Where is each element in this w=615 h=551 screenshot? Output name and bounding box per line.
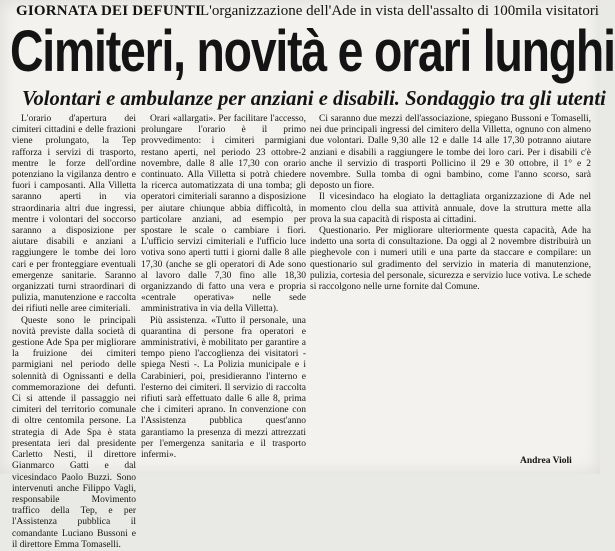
article-paragraph: Più assistenza. «Tutto il personale, una quarantina di persone fra operatori e amministrativi, è mobilitato per garantire a tempo pieno l'accoglienza dei visitatori - spiega Nesti -. La Polizia municipale e i Carabinieri, poi, presidieranno l'interno e l'esterno dei cimiteri. Il servizio di raccolta rifiuti sarà effettuato dalle 6 alle 8, prima che i cimiteri aprano. In convenzione con l'Assistenza pubblica quest'anno garantiamo la presenza di mezzi attrezzati per l'emergenza sanitaria e il trasporto infermi». (141, 315, 306, 461)
subtitle: Volontari e ambulanze per anziani e disabili. Sondaggio tra gli utenti (22, 86, 606, 110)
article-paragraph: Queste sono le principali novità previste dalla società di gestione Ade Spa per migliorare la fruizione dei cimiteri parmigiani nel periodo delle solennità di Ognissanti e della commemorazione dei defunti. Ci si attende il passaggio nei cimiteri del territorio comunale di oltre centomila persone. La strategia di Ade Spa è stata presentata ieri dal presidente Carletto Nesti, il direttore Gianmarco Gatti e dal vicesindaco Paolo Buzzi. Sono intervenuti anche Filippo Vagli, responsabile Movimento traffico della Tep, e per l'Assistenza pubblica il comandante Luciano Bussoni e il direttore Emma Tomaselli. (12, 315, 136, 550)
article-paragraph: Questionario. Per migliorare ulteriormente questa capacità, Ade ha indetto una sorta di consultazione. Da oggi al 2 novembre distribuirà un pieghevole con i numeri utili e una parte da staccare e compilare: un questionario sul gradimento del servizio in materia di manutenzione, pulizia, cortesia del personale, sicurezza e servizio luce votiva. Le schede si raccolgono nelle urne fornite dal Comune. (310, 226, 591, 293)
article-column-1 (12, 114, 136, 551)
byline: Andrea Violi (520, 456, 572, 466)
section-kicker: GIORNATA DEI DEFUNTI (16, 3, 202, 19)
article-column-3 (310, 114, 591, 293)
article-paragraph: Orari «allargati». Per facilitare l'accesso, prolungare l'orario è il primo provvedimento: i cimiteri parmigiani restano aperti, nel periodo 23 ottobre-2 novembre, dalle 8 alle 17,30 con orario continuato. Alla Villetta si potrà chiedere la ricerca automatizzata di una tomba; gli operatori cimiteriali saranno a disposizione per aiutare chiunque abbia difficoltà, in particolare anziani, ad esempio per spostare le scale o cambiare i fiori. L'ufficio servizi cimiteriali e l'ufficio luce votiva sono aperti tutti i giorni dalle 8 alle 17,30 (anche se gli operatori di Ade sono al lavoro dalle 7,30 fino alle 18,30 organizzando di fatto una vera e propria «centrale operativa» nelle sede amministrativa in via della Villetta). (141, 114, 306, 315)
article-column-2 (141, 114, 306, 461)
headline: Cimiteri, novità e orari lunghi (10, 19, 615, 84)
overline: L'organizzazione dell'Ade in vista dell'assalto di 100mila visitatori (200, 3, 599, 19)
article-paragraph: L'orario d'apertura dei cimiteri cittadini e delle frazioni viene prolungato, la Tep rafforza i servizi di trasporto, mentre le forze dell'ordine potenziano la vigilanza dentro e fuori i camposanti. Alla Villetta saranno aperti in via straordinaria altri due ingressi, mentre i volontari del soccorso saranno a disposizione per aiutare disabili e anziani a raggiungere le tombe dei loro cari e per fronteggiare eventuali emergenze sanitarie. Saranno organizzati turni straordinari di pulizia, manutenzione e raccolta dei rifiuti nelle aree cimiteriali. (12, 114, 136, 315)
article-paragraph: Il vicesindaco ha elogiato la dettagliata organizzazione di Ade nel momento clou della sua attività annuale, dove la struttura mette alla prova la sua capacità di risposta ai cittadini. (310, 192, 591, 225)
article-paragraph: Ci saranno due mezzi dell'associazione, spiegano Bussoni e Tomaselli, nei due principali ingressi del cimitero della Villetta, ognuno con almeno due volontari. Dalle 9,30 alle 12 e dalle 14 alle 17,30 potranno aiutare anziani e disabili a raggiungere le tombe dei loro cari. Per i disabili c'è anche il servizio di trasporti Pollicino il 29 e 30 ottobre, il 1° e 2 novembre. Sulla tomba di ogni bambino, come l'anno scorso, sarà deposto un fiore. (310, 114, 591, 192)
